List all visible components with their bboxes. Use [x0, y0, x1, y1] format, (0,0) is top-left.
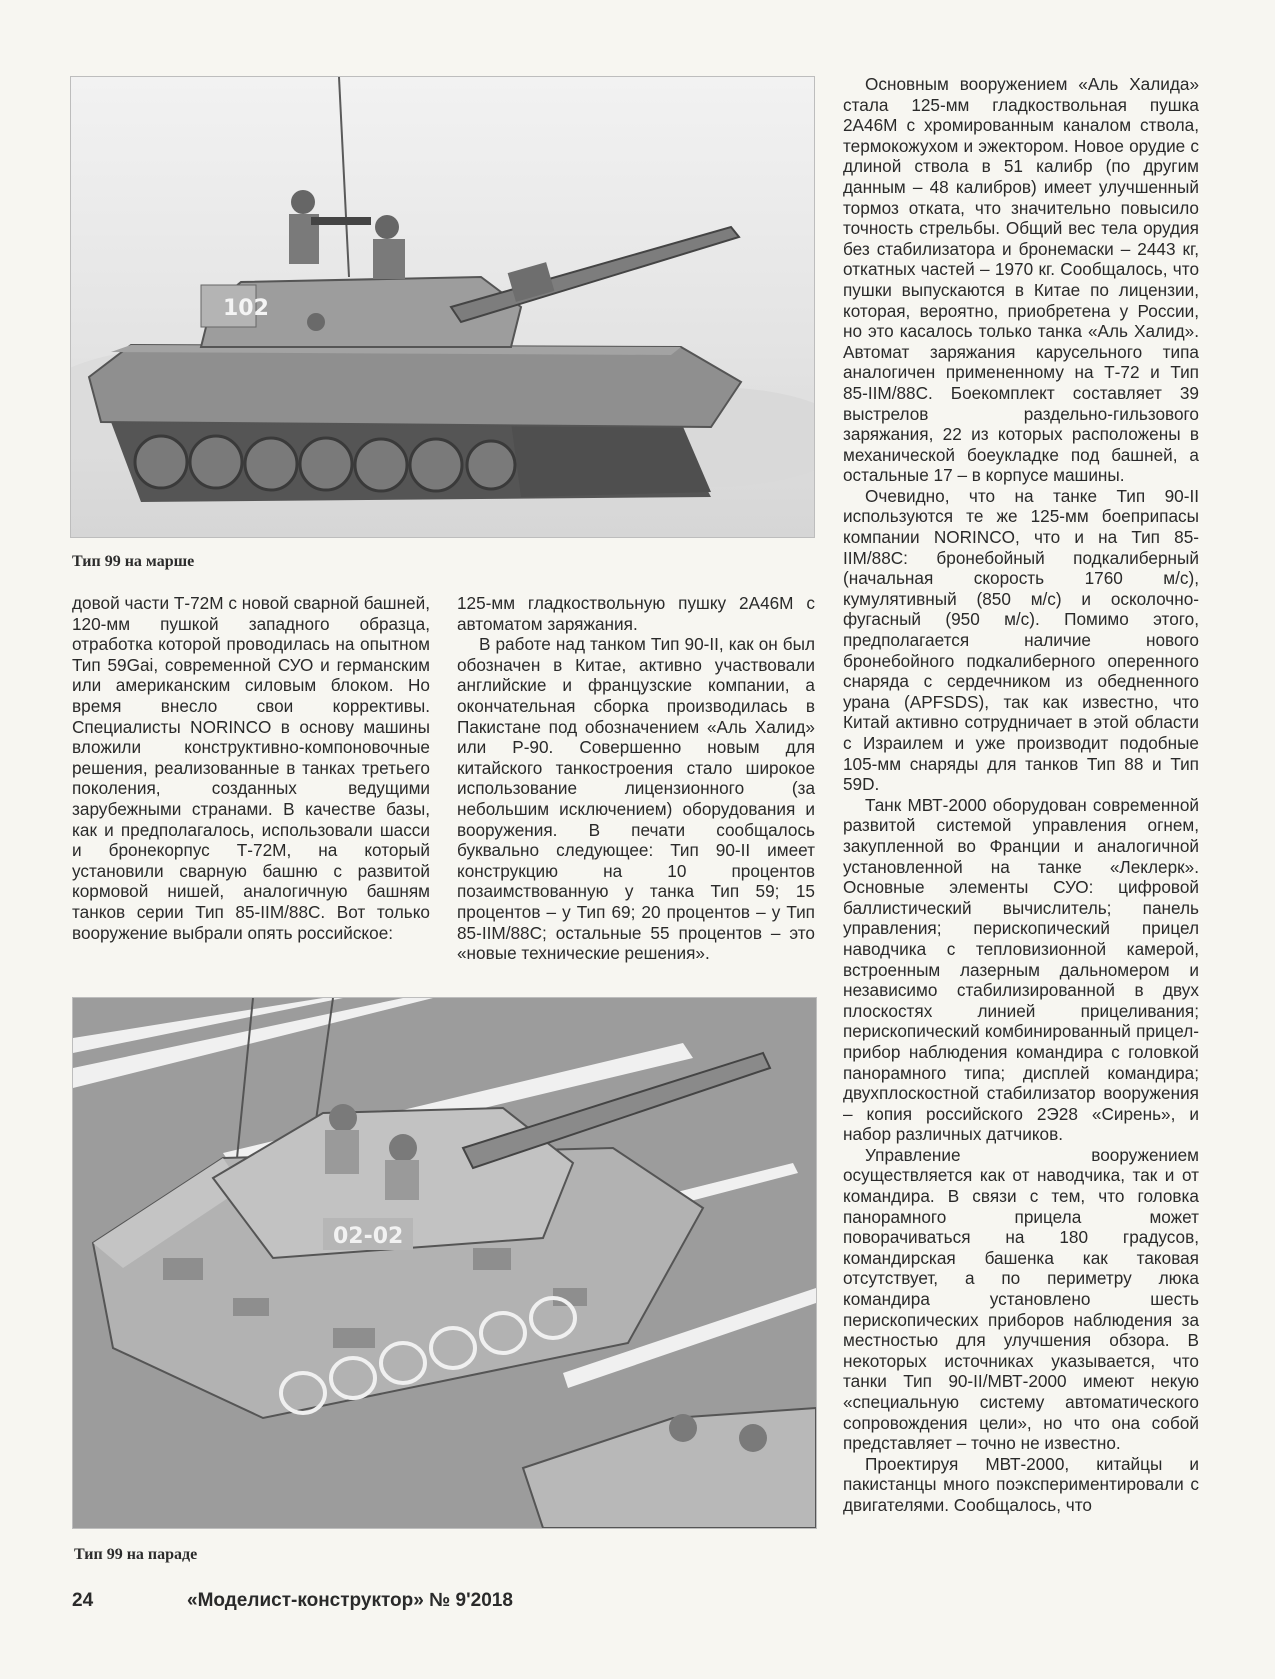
photo-tank-on-march [70, 76, 815, 538]
photo1-caption: Тип 99 на марше [72, 553, 195, 570]
middle-paragraph-1: 125-мм гладкоствольную пушку 2А46М с автоматом заряжания. [457, 593, 815, 634]
article-right-column [843, 74, 1199, 1516]
right-paragraph-1: Основным вооружением «Аль Халида» стала 125-мм гладкоствольная пушка 2А46М с хромированным каналом ствола, термокожухом и эжектором. Новое орудие с длиной ствола в 51 калибр (по другим данным – 48 калибров) имеет улучшенный тормоз отката, что значительно повысило точность стрельбы. Общий вес тела орудия без стабилизатора и бронемаски – 2443 кг, откатных частей – 1970 кг. Сообщалось, что пушки выпускаются в Китае по лицензии, которая, вероятно, приобретена у России, но это касалось только танка «Аль Халид». Автомат заряжания карусельного типа аналогичен примененному на Т-72 и Тип 85-IIM/88С. Боекомплект составляет 39 выстрелов раздельно-гильзового заряжания, 22 из которых расположены в механической боеукладке под башней, а остальные 17 – в корпусе машины. [843, 74, 1199, 486]
page-number: 24 [72, 1590, 94, 1611]
right-paragraph-4: Управление вооружением осуществляется как от наводчика, так и от командира. В связи с тем, что головка панорамного прицела может поворачиваться на 180 градусов, командирская башенка как таковая отсутствует, а по периметру люка командира установлено шесть перископических приборов наблюдения за местностью для улучшения обзора. В некоторых источниках указывается, что танки Тип 90-II/МВТ-2000 имеют некую «специальную систему автоматического сопровождения цели», но что она собой представляет – точно не известно. [843, 1144, 1199, 1454]
right-paragraph-3: Танк МВТ-2000 оборудован современной развитой системой управления огнем, закупленной во Франции и аналогичной установленной на танке «Леклерк». Основные элементы СУО: цифровой баллистический вычислитель; панель управления; перископический прицел наводчика с тепловизионной камерой, встроенным лазерным дальномером и независимо стабилизированной в двух плоскостях линией прицеливания; перископический комбинированный прицел-прибор наблюдения командира с головкой панорамного типа; дисплей командира; двухплоскостной стабилизатор вооружения – копия российского 2Э28 «Сирень», и набор различных датчиков. [843, 794, 1199, 1145]
tank1-number: 102 [223, 296, 269, 321]
photo2-caption: Тип 99 на параде [74, 1546, 198, 1563]
left-paragraph-1: довой части Т-72М с новой сварной башней, 120-мм пушкой западного образца, отработка которой проводилась на опытном Тип 59Gai, современной СУО и германским или американским силовым блоком. Но время внесло свои коррективы. Специалисты NORINCO в основу машины вложили конструктивно-компоновочные решения, реализованные в танках третьего поколения, созданных ведущими зарубежными странами. В качестве базы, как и предполагалось, использовали шасси и бронекорпус Т-72М, на который установили сварную башню с развитой кормовой нишей, аналогичную башням танков серии Тип 85-IIM/88С. Вот только вооружение выбрали опять российское: [72, 593, 430, 943]
right-paragraph-5: Проектируя МВТ-2000, китайцы и пакистанцы много поэкспериментировали с двигателями. Сообщалось, что [843, 1453, 1199, 1515]
tank2-number: 02-02 [333, 1224, 404, 1249]
magazine-title: «Моделист-конструктор» № 9'2018 [187, 1590, 513, 1611]
right-paragraph-2: Очевидно, что на танке Тип 90-II используются те же 125-мм боеприпасы компании NORINCO, что и на Тип 85-IIM/88С: бронебойный подкалиберный (начальная скорость 1760 м/с), кумулятивный (850 м/с) и осколочно-фугасный (950 м/с). Помимо этого, предполагается наличие нового бронебойного подкалиберного оперенного снаряда с сердечником из обедненного урана (APFSDS), так как известно, что Китай активно сотрудничает в этой области с Израилем и уже производит подобные 105-мм снаряды для танков Тип 88 и Тип 59D. [843, 485, 1199, 795]
middle-paragraph-2: В работе над танком Тип 90-II, как он был обозначен в Китае, активно участвовали английские и французские компании, а окончательная сборка производилась в Пакистане под обозначением «Аль Халид» или Р-90. Совершенно новым для китайского танкостроения стало широкое использование лицензионного (за небольшим исключением) оборудования и вооружения. В печати сообщалось буквально следующее: Тип 90-II имеет конструкцию на 10 процентов позаимствованную у танка Тип 59; 15 процентов – у Тип 69; 20 процентов – у Тип 85-IIM/88С; остальные 55 процентов – это «новые технические решения». [457, 634, 815, 964]
photo-tank-on-parade [72, 997, 817, 1529]
article-left-column [72, 593, 430, 943]
article-middle-column [457, 593, 815, 964]
